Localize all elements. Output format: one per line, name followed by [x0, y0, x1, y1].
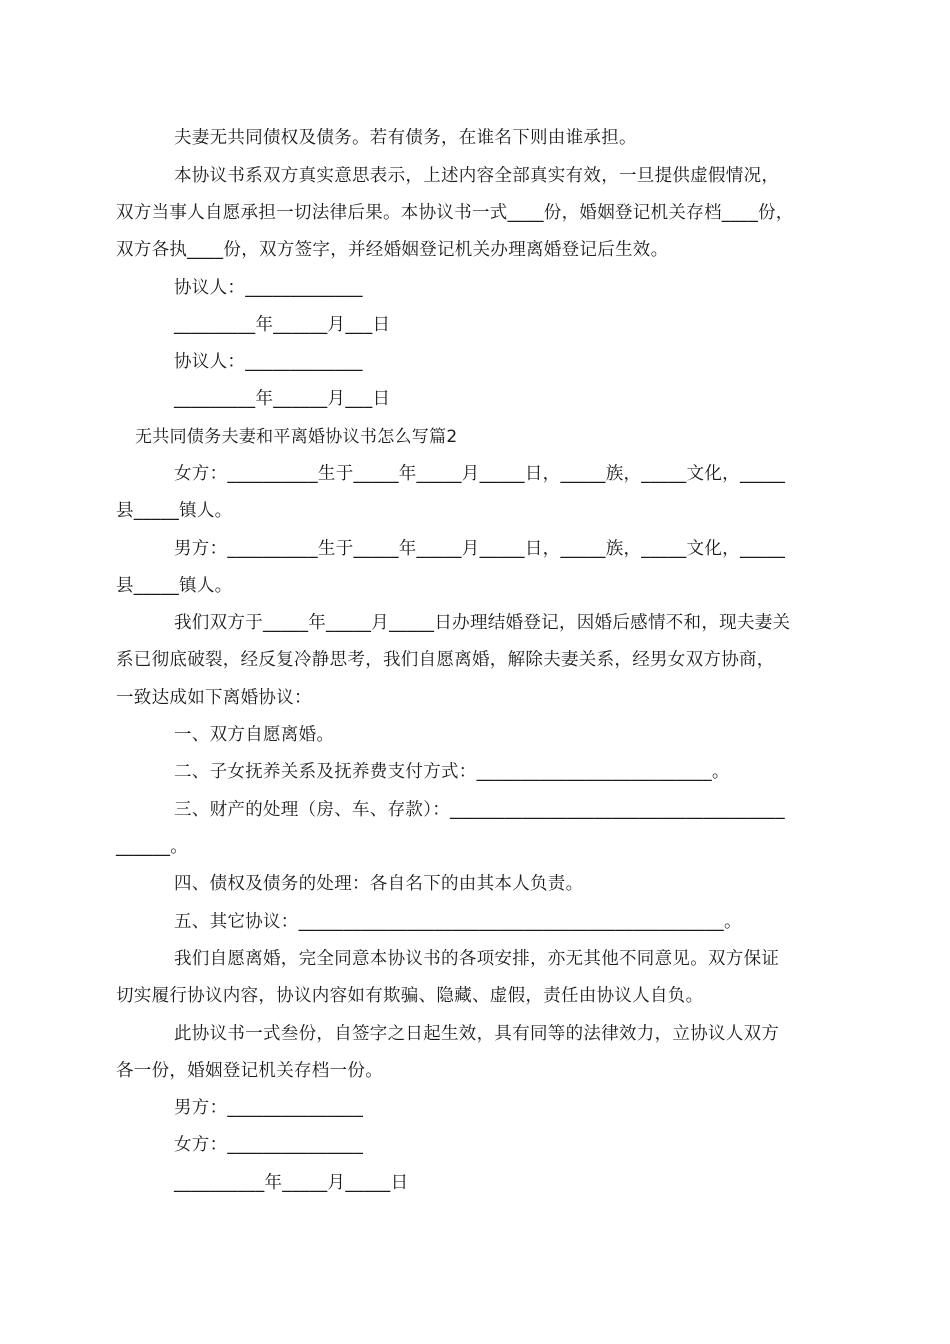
signature-party-1: 协议人：_____________ [174, 278, 363, 298]
intro-line-1: 我们双方于_____年_____月_____日办理结婚登记，因婚后感情不和，现夫妻关 [174, 613, 791, 633]
female-info-line-2: 县_____镇人。 [116, 501, 233, 521]
signature-female: 女方：_______________ [174, 1135, 364, 1155]
paragraph-validity-line-1: 本协议书系双方真实意思表示，上述内容全部真实有效，一旦提供虚假情况， [174, 166, 780, 186]
effect-line-2: 各一份，婚姻登记机关存档一份。 [116, 1061, 383, 1081]
signature-date-1: _________年______月___日 [174, 315, 391, 335]
effect-line-1: 此协议书一式叁份，自签字之日起生效，具有同等的法律效力，立协议人双方 [174, 1024, 780, 1044]
paragraph-validity-line-3: 双方各执____份，双方签字，并经婚姻登记机关办理离婚登记后生效。 [116, 240, 669, 260]
clause-2: 二、子女抚养关系及抚养费支付方式：__________________________。 [174, 762, 730, 782]
clause-4: 四、债权及债务的处理：各自名下的由其本人负责。 [174, 874, 584, 894]
consent-line-2: 切实履行协议内容，协议内容如有欺骗、隐藏、虚假，责任由协议人自负。 [116, 986, 704, 1006]
consent-line-1: 我们自愿离婚，完全同意本协议书的各项安排，亦无其他不同意见。双方保证 [174, 949, 780, 969]
section-heading: 无共同债务夫妻和平离婚协议书怎么写篇2 [135, 427, 458, 447]
paragraph-validity-line-2: 双方当事人自愿承担一切法律后果。本协议书一式____份，婚姻登记机关存档____份， [116, 203, 794, 223]
clause-5: 五、其它协议：_______________________________________________。 [174, 912, 742, 932]
signature-date-2: _________年______月___日 [174, 389, 391, 409]
paragraph-debts: 夫妻无共同债权及债务。若有债务，在谁名下则由谁承担。 [174, 128, 637, 148]
clause-1: 一、双方自愿离婚。 [174, 725, 335, 745]
intro-line-3: 一致达成如下离婚协议： [116, 688, 312, 708]
clause-3-line-1: 三、财产的处理（房、车、存款）：_____________________________________ [174, 800, 785, 820]
signature-party-2: 协议人：_____________ [174, 352, 363, 372]
intro-line-2: 系已彻底破裂，经反复冷静思考，我们自愿离婚，解除夫妻关系，经男女双方协商， [116, 650, 775, 670]
signature-date: __________年_____月_____日 [174, 1173, 409, 1193]
male-info-line-2: 县_____镇人。 [116, 576, 233, 596]
signature-male: 男方：_______________ [174, 1098, 364, 1118]
female-info-line-1: 女方：__________生于_____年_____月_____日，_____族，_____文化，_____ [174, 464, 786, 484]
clause-3-line-2: ______。 [116, 837, 189, 857]
male-info-line-1: 男方：__________生于_____年_____月_____日，_____族，_____文化，_____ [174, 539, 786, 559]
